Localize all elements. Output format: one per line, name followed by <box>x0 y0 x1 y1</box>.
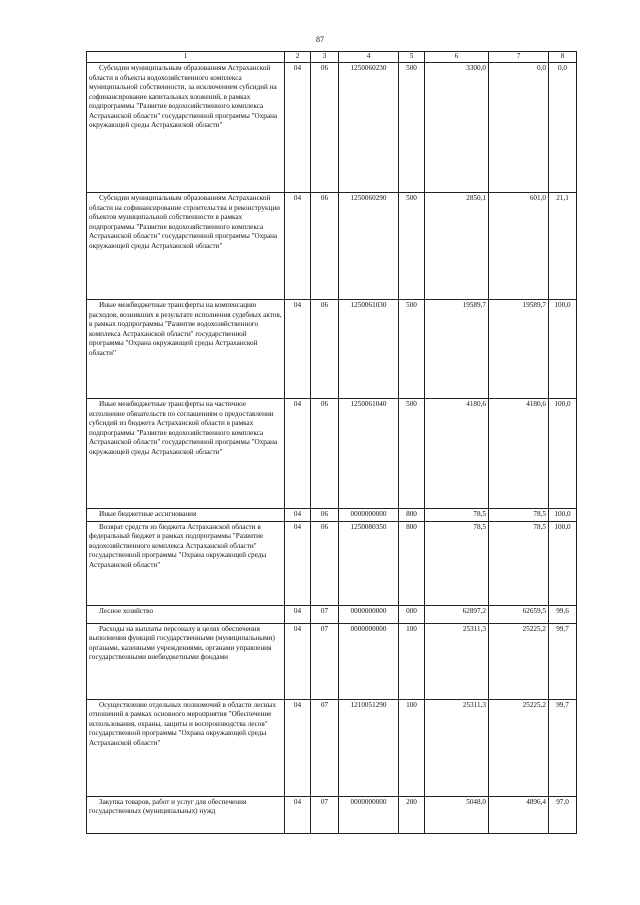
row-description: Иные бюджетные ассигнования <box>87 509 285 522</box>
column-header: 4 <box>339 52 399 63</box>
section-code: 04 <box>285 605 311 623</box>
table-row <box>87 63 577 193</box>
table-row <box>87 796 577 833</box>
column-header: 6 <box>425 52 489 63</box>
target-article-code: 0000000000 <box>339 509 399 522</box>
subsection-code: 06 <box>311 399 339 509</box>
target-article-code: 1250060290 <box>339 193 399 300</box>
budget-table <box>86 51 577 834</box>
column-header: 7 <box>489 52 549 63</box>
execution-percent: 21,1 <box>549 193 577 300</box>
target-article-code: 0000000000 <box>339 796 399 833</box>
planned-amount: 2850,1 <box>425 193 489 300</box>
execution-percent: 99,6 <box>549 605 577 623</box>
actual-amount: 601,0 <box>489 193 549 300</box>
execution-percent: 100,0 <box>549 509 577 522</box>
section-code: 04 <box>285 699 311 796</box>
target-article-code: 0000000000 <box>339 623 399 699</box>
actual-amount: 4180,6 <box>489 399 549 509</box>
planned-amount: 78,5 <box>425 521 489 605</box>
expense-type-code: 200 <box>399 796 425 833</box>
subsection-code: 07 <box>311 796 339 833</box>
header-row <box>87 52 577 63</box>
page-number: 87 <box>316 35 324 44</box>
column-header: 8 <box>549 52 577 63</box>
target-article-code: 1250061040 <box>339 399 399 509</box>
actual-amount: 62659,5 <box>489 605 549 623</box>
expense-type-code: 800 <box>399 509 425 522</box>
target-article-code: 1250080350 <box>339 521 399 605</box>
section-code: 04 <box>285 521 311 605</box>
subsection-code: 07 <box>311 699 339 796</box>
subsection-code: 06 <box>311 509 339 522</box>
execution-percent: 0,0 <box>549 63 577 193</box>
actual-amount: 25225,2 <box>489 699 549 796</box>
column-header: 3 <box>311 52 339 63</box>
execution-percent: 99,7 <box>549 699 577 796</box>
subsection-code: 07 <box>311 623 339 699</box>
subsection-code: 06 <box>311 193 339 300</box>
actual-amount: 0,0 <box>489 63 549 193</box>
planned-amount: 25311,3 <box>425 623 489 699</box>
expense-type-code: 500 <box>399 193 425 300</box>
row-description: Лесное хозяйство <box>87 605 285 623</box>
row-description: Иные межбюджетные трансферты на частичное исполнение обязательств по соглашениям о предоставлении субсидий из бюджета Астраханской области в рамках подпрограммы "Развитие водохозяйственного комплекса Астраханской области" государственной программы "Охрана окружающей среды Астраханской области" <box>87 399 285 509</box>
section-code: 04 <box>285 623 311 699</box>
row-description: Субсидии муниципальным образованиям Астраханской области на софинансирование строительства и реконструкции объектов муниципальной собственности в рамках подпрограммы "Развитие водохозяйственного комплекса Астраханской области" государственной программы "Охрана окружающей среды Астраханской области" <box>87 193 285 300</box>
target-article-code: 1250061030 <box>339 300 399 399</box>
column-header: 2 <box>285 52 311 63</box>
row-description: Расходы на выплаты персоналу в целях обеспечения выполнения функций государственными (муниципальными) органами, казенными учреждениями, органами управления государственными внебюджетными фондами <box>87 623 285 699</box>
subsection-code: 06 <box>311 300 339 399</box>
table-row <box>87 623 577 699</box>
section-code: 04 <box>285 796 311 833</box>
execution-percent: 97,0 <box>549 796 577 833</box>
section-code: 04 <box>285 193 311 300</box>
table-row <box>87 699 577 796</box>
target-article-code: 1250060230 <box>339 63 399 193</box>
section-code: 04 <box>285 300 311 399</box>
expense-type-code: 100 <box>399 623 425 699</box>
section-code: 04 <box>285 63 311 193</box>
target-article-code: 0000000000 <box>339 605 399 623</box>
expense-type-code: 500 <box>399 300 425 399</box>
subsection-code: 06 <box>311 63 339 193</box>
planned-amount: 62897,2 <box>425 605 489 623</box>
subsection-code: 06 <box>311 521 339 605</box>
planned-amount: 19589,7 <box>425 300 489 399</box>
actual-amount: 78,5 <box>489 521 549 605</box>
planned-amount: 5048,0 <box>425 796 489 833</box>
table-row <box>87 521 577 605</box>
target-article-code: 1210051290 <box>339 699 399 796</box>
row-description: Осуществление отдельных полномочий в области лесных отношений в рамках основного мероприятия "Обеспечение использования, охраны, защиты и воспроизводства лесов" государственной программы "Охрана окружающей среды Астраханской области" <box>87 699 285 796</box>
subsection-code: 07 <box>311 605 339 623</box>
section-code: 04 <box>285 399 311 509</box>
execution-percent: 100,0 <box>549 300 577 399</box>
actual-amount: 4896,4 <box>489 796 549 833</box>
expense-type-code: 500 <box>399 63 425 193</box>
planned-amount: 3300,0 <box>425 63 489 193</box>
actual-amount: 19589,7 <box>489 300 549 399</box>
column-header: 1 <box>87 52 285 63</box>
execution-percent: 100,0 <box>549 521 577 605</box>
row-description: Возврат средств из бюджета Астраханской области в федеральный бюджет в рамках подпрограммы "Развитие водохозяйственного комплекса Астраханской области" государственной программы "Охрана окружающей среды Астраханской области" <box>87 521 285 605</box>
row-description: Субсидии муниципальным образованиям Астраханской области в объекты водохозяйственного комплекса муниципальной собственности, за исключением субсидий на софинансирование капитальных вложений, в рамках подпрограммы "Развитие водохозяйственного комплекса Астраханской области" государственной программы "Охрана окружающей среды Астраханской области" <box>87 63 285 193</box>
table-row <box>87 509 577 522</box>
expense-type-code: 500 <box>399 399 425 509</box>
expense-type-code: 000 <box>399 605 425 623</box>
table-row <box>87 605 577 623</box>
planned-amount: 25311,3 <box>425 699 489 796</box>
table-row <box>87 193 577 300</box>
execution-percent: 100,0 <box>549 399 577 509</box>
expense-type-code: 800 <box>399 521 425 605</box>
section-code: 04 <box>285 509 311 522</box>
actual-amount: 25225,2 <box>489 623 549 699</box>
planned-amount: 78,5 <box>425 509 489 522</box>
actual-amount: 78,5 <box>489 509 549 522</box>
expense-type-code: 100 <box>399 699 425 796</box>
row-description: Закупка товаров, работ и услуг для обеспечения государственных (муниципальных) нужд <box>87 796 285 833</box>
planned-amount: 4180,6 <box>425 399 489 509</box>
table-row <box>87 399 577 509</box>
column-header: 5 <box>399 52 425 63</box>
table-row <box>87 300 577 399</box>
execution-percent: 99,7 <box>549 623 577 699</box>
row-description: Иные межбюджетные трансферты на компенсацию расходов, возникших в результате исполнения судебных актов, в рамках подпрограммы "Развитие водохозяйственного комплекса Астраханской области" государственной программы "Охрана окружающей среды Астраханской области" <box>87 300 285 399</box>
